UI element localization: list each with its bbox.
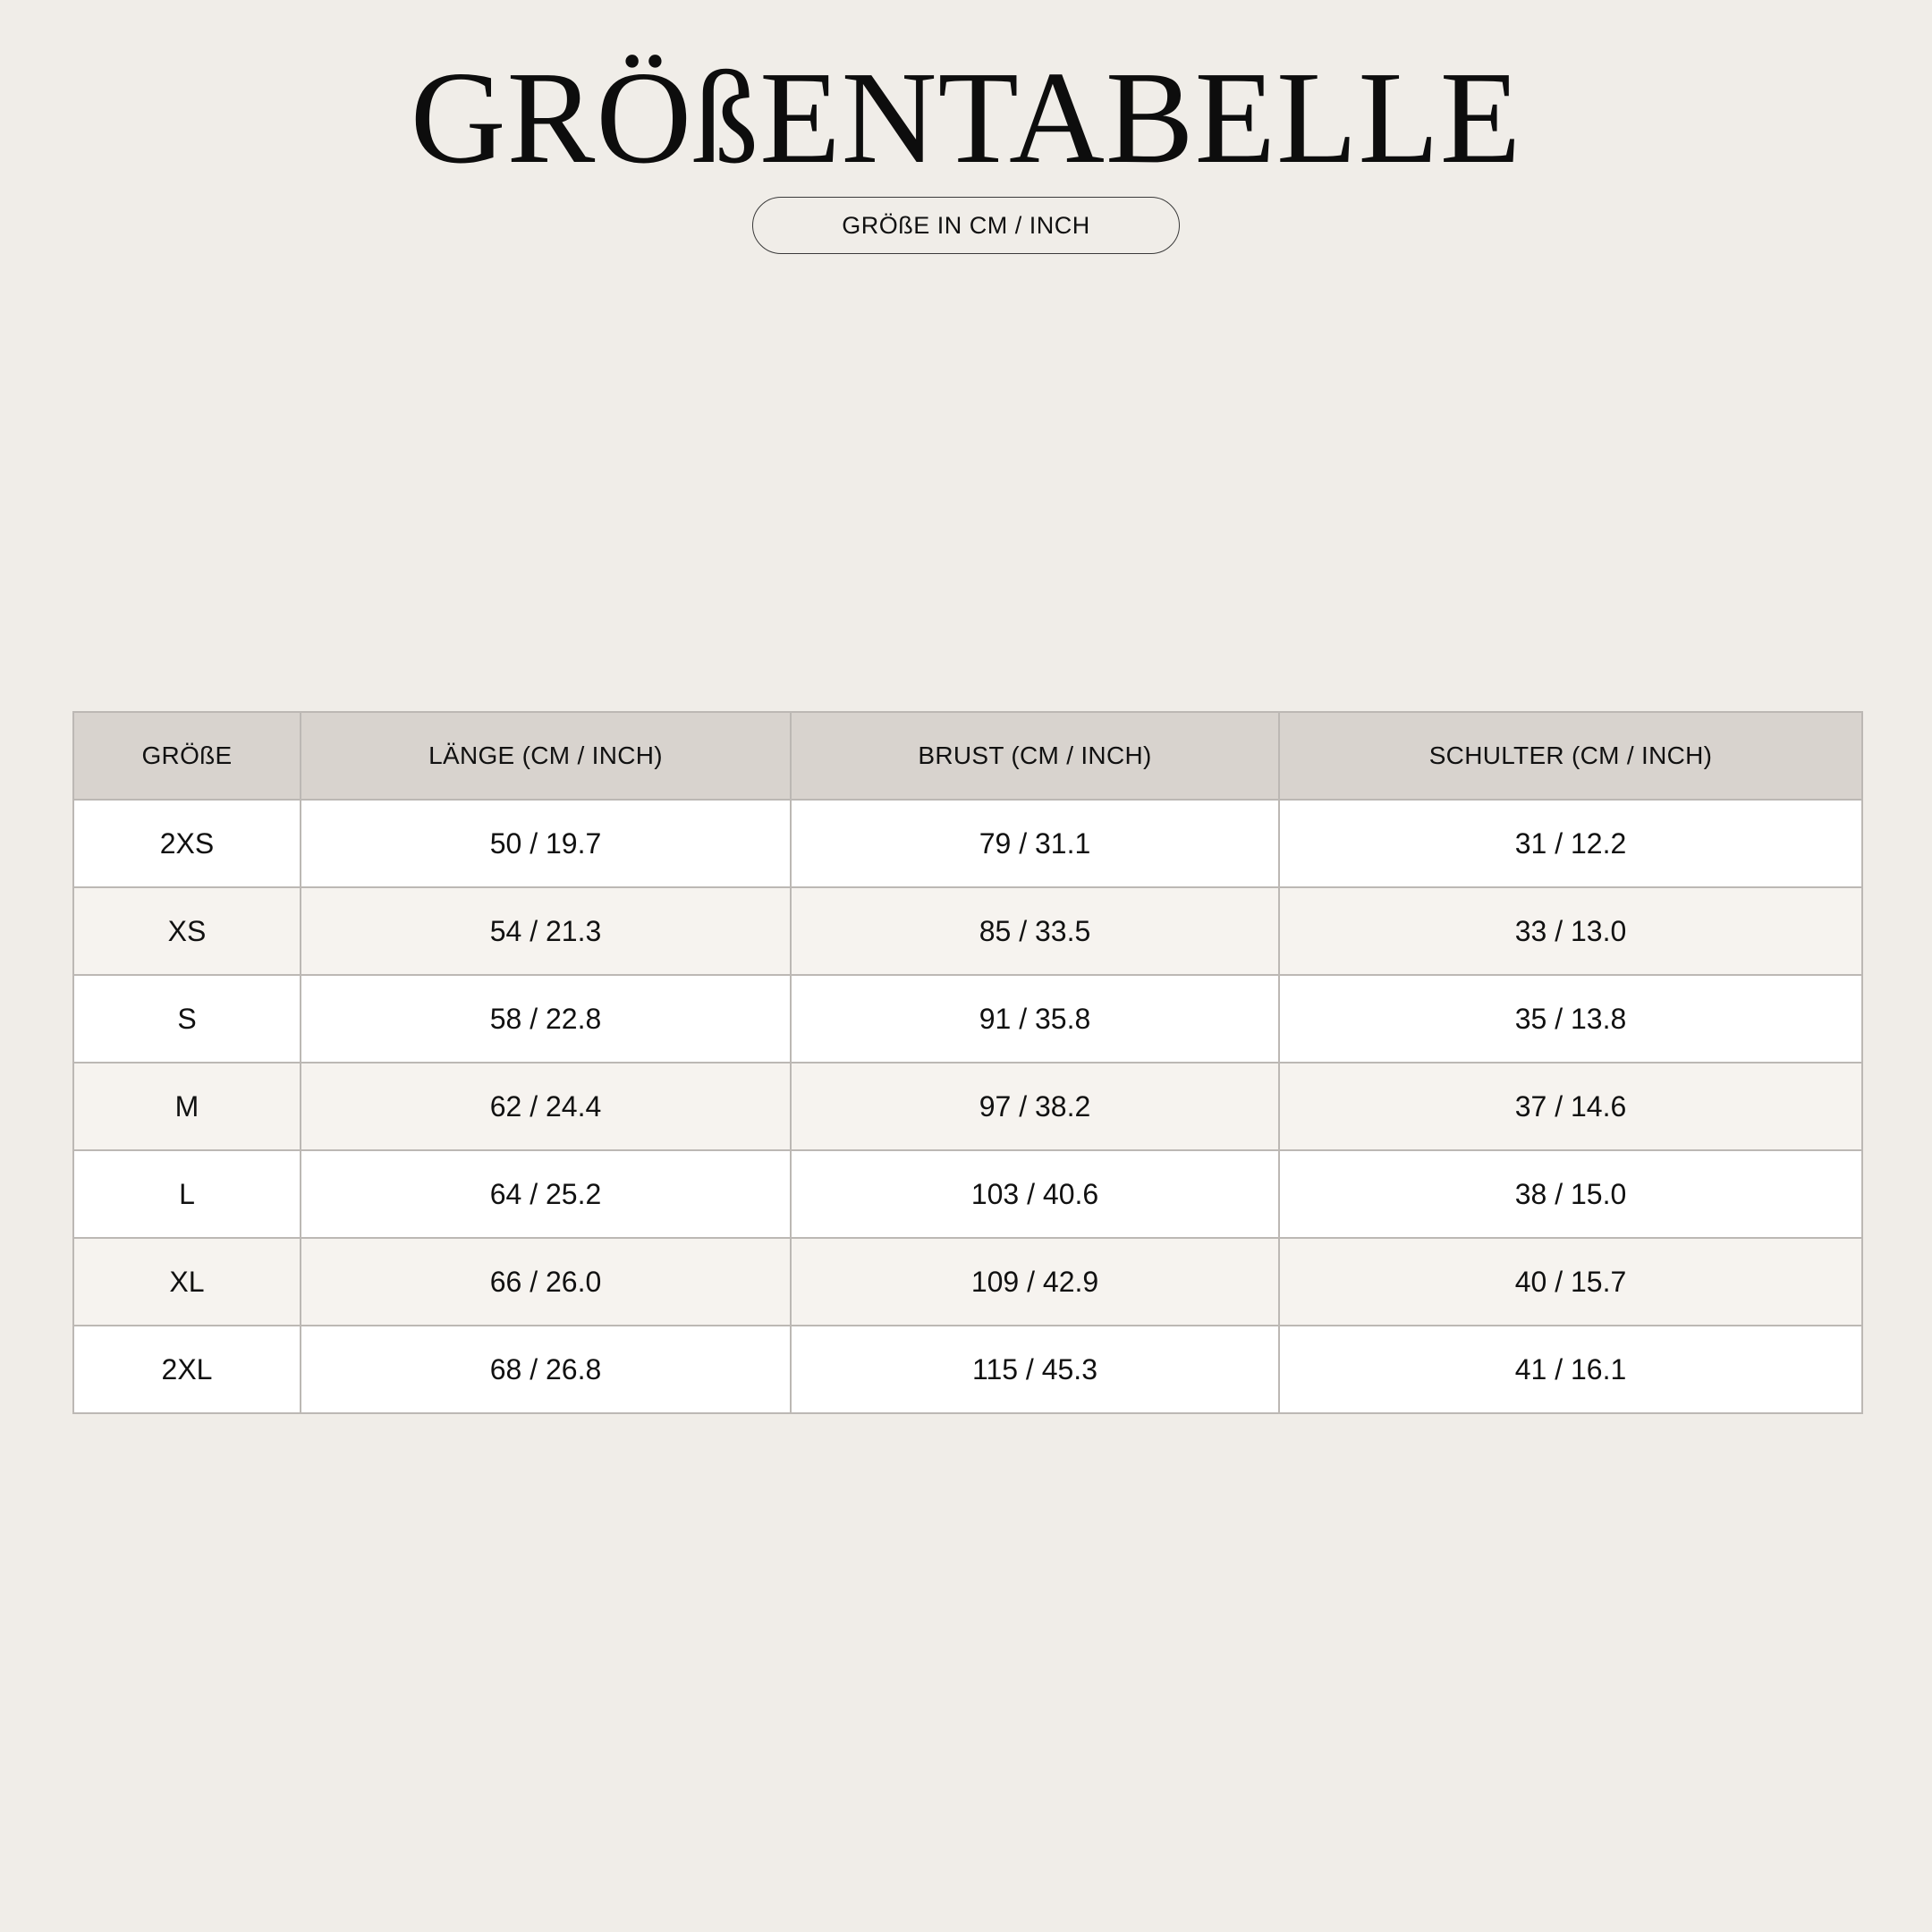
cell-chest: 115 / 45.3 xyxy=(791,1326,1279,1413)
table-row xyxy=(73,1238,1862,1326)
cell-chest: 109 / 42.9 xyxy=(791,1238,1279,1326)
cell-chest: 85 / 33.5 xyxy=(791,887,1279,975)
cell-size: XL xyxy=(73,1238,301,1326)
cell-chest: 97 / 38.2 xyxy=(791,1063,1279,1150)
table-row xyxy=(73,1326,1862,1413)
cell-shoulder: 41 / 16.1 xyxy=(1279,1326,1862,1413)
unit-badge-label: GRÖßE IN CM / INCH xyxy=(842,211,1090,239)
cell-length: 54 / 21.3 xyxy=(301,887,791,975)
header-size: GRÖßE xyxy=(73,712,301,800)
cell-shoulder: 40 / 15.7 xyxy=(1279,1238,1862,1326)
table-row xyxy=(73,800,1862,887)
cell-length: 68 / 26.8 xyxy=(301,1326,791,1413)
header-shoulder: SCHULTER (CM / INCH) xyxy=(1279,712,1862,800)
cell-size: M xyxy=(73,1063,301,1150)
table-row xyxy=(73,1063,1862,1150)
cell-size: 2XL xyxy=(73,1326,301,1413)
cell-length: 58 / 22.8 xyxy=(301,975,791,1063)
table-header-row xyxy=(73,712,1862,800)
cell-chest: 103 / 40.6 xyxy=(791,1150,1279,1238)
cell-size: XS xyxy=(73,887,301,975)
header-chest: BRUST (CM / INCH) xyxy=(791,712,1279,800)
cell-shoulder: 33 / 13.0 xyxy=(1279,887,1862,975)
cell-size: 2XS xyxy=(73,800,301,887)
cell-shoulder: 38 / 15.0 xyxy=(1279,1150,1862,1238)
cell-length: 66 / 26.0 xyxy=(301,1238,791,1326)
cell-shoulder: 37 / 14.6 xyxy=(1279,1063,1862,1150)
cell-chest: 91 / 35.8 xyxy=(791,975,1279,1063)
cell-size: L xyxy=(73,1150,301,1238)
cell-length: 50 / 19.7 xyxy=(301,800,791,887)
size-table xyxy=(72,711,1863,1414)
cell-shoulder: 31 / 12.2 xyxy=(1279,800,1862,887)
cell-chest: 79 / 31.1 xyxy=(791,800,1279,887)
cell-size: S xyxy=(73,975,301,1063)
page-title: GRÖßENTABELLE xyxy=(410,45,1522,191)
header-length: LÄNGE (CM / INCH) xyxy=(301,712,791,800)
unit-badge xyxy=(752,197,1180,254)
table-row xyxy=(73,1150,1862,1238)
table-row xyxy=(73,887,1862,975)
cell-shoulder: 35 / 13.8 xyxy=(1279,975,1862,1063)
table-row xyxy=(73,975,1862,1063)
cell-length: 62 / 24.4 xyxy=(301,1063,791,1150)
cell-length: 64 / 25.2 xyxy=(301,1150,791,1238)
